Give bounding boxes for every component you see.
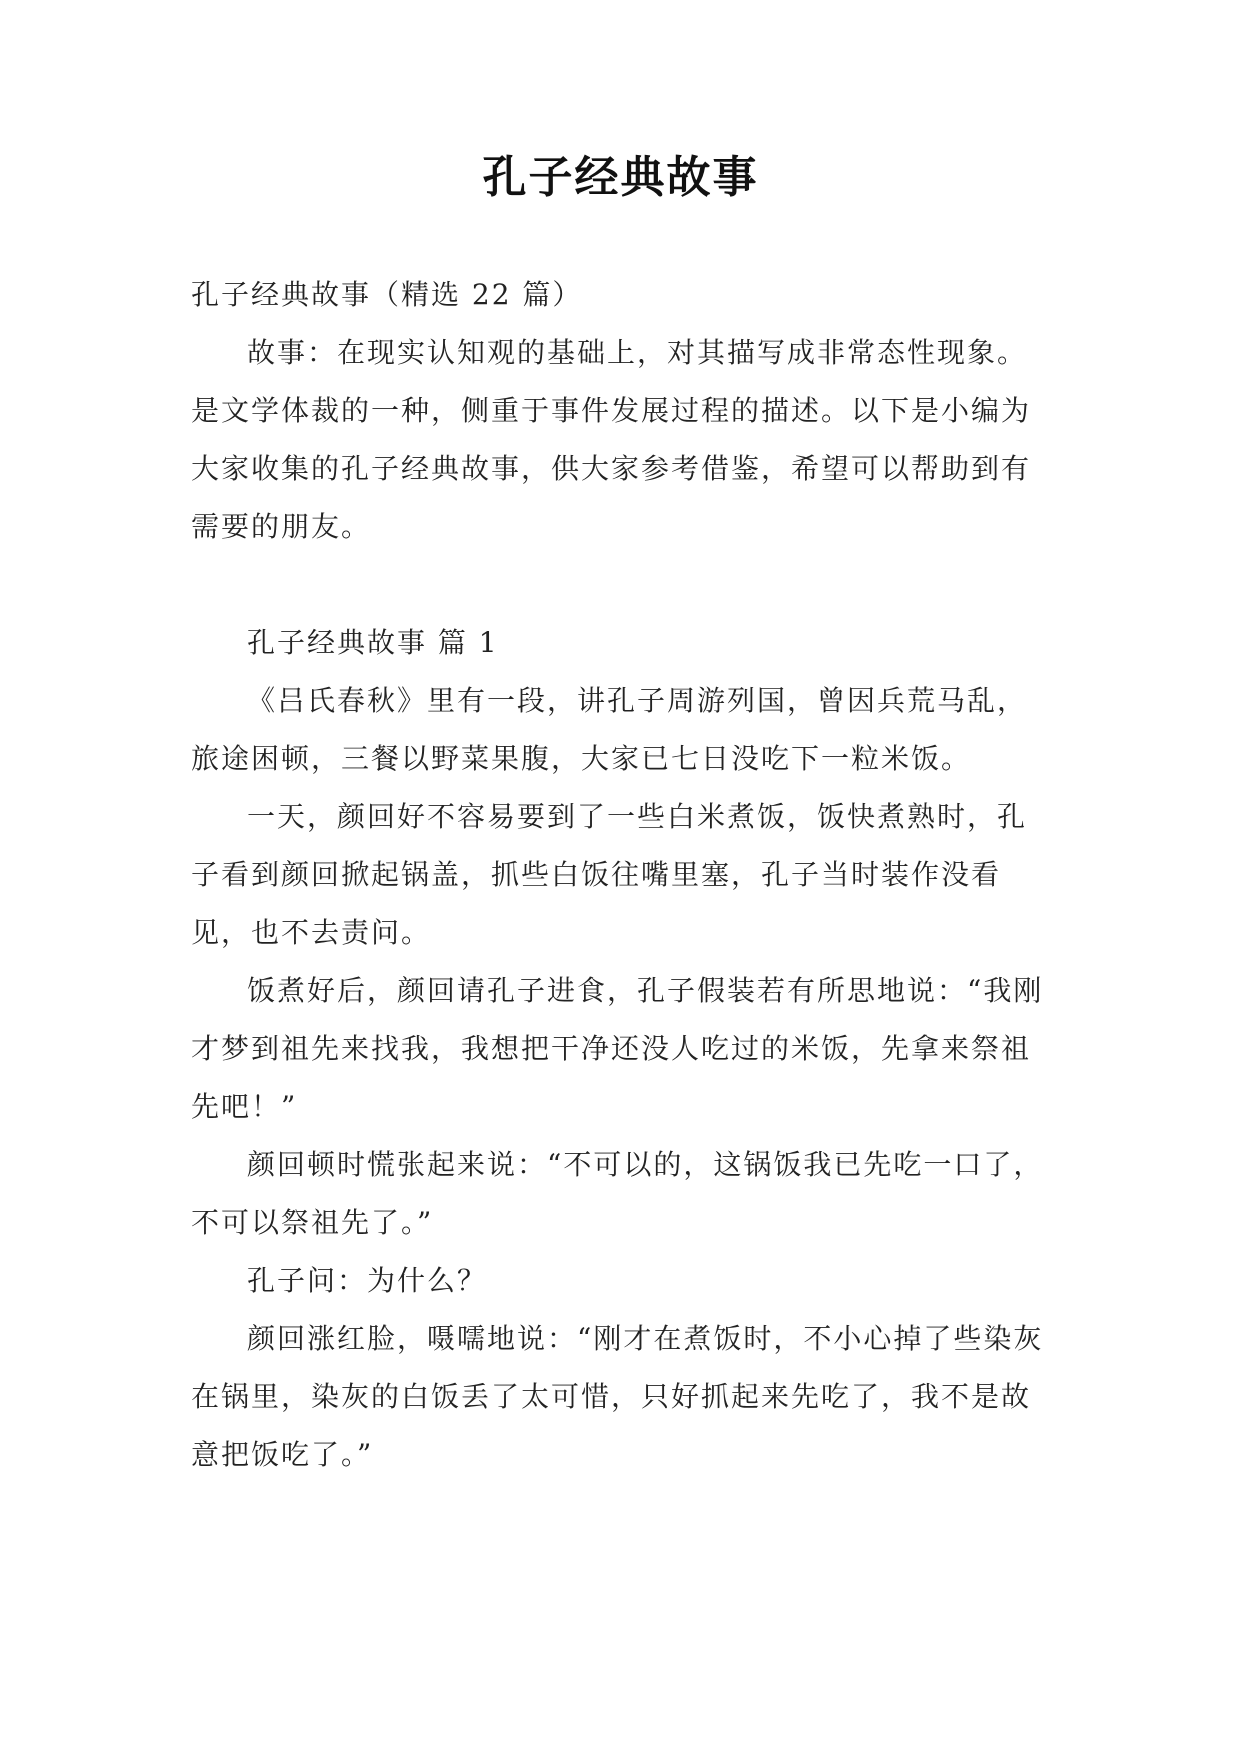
story-paragraph: 孔子问：为什么？	[247, 1264, 488, 1297]
story-paragraph: 饭煮好后，颜回请孔子进食，孔子假装若有所思地说：“我刚才梦到祖先来找我，我想把干净还没人吃过的米饭，先拿来祭祖先吧！”	[191, 974, 1044, 1123]
document-subtitle: 孔子经典故事（精选 22 篇）	[191, 278, 583, 311]
story-paragraph: 颜回顿时慌张起来说：“不可以的，这锅饭我已先吃一口了，不可以祭祖先了。”	[191, 1148, 1044, 1239]
intro-paragraph: 故事：在现实认知观的基础上，对其描写成非常态性现象。是文学体裁的一种，侧重于事件发展过程的描述。以下是小编为大家收集的孔子经典故事，供大家参考借鉴，希望可以帮助到有需要的朋友。	[191, 336, 1032, 543]
section-heading: 孔子经典故事 篇 1	[247, 626, 499, 659]
story-paragraph: 一天，颜回好不容易要到了一些白米煮饭，饭快煮熟时，孔子看到颜回掀起锅盖，抓些白饭往嘴里塞，孔子当时装作没看见，也不去责问。	[191, 800, 1028, 949]
document-title: 孔子经典故事	[482, 152, 759, 203]
story-paragraph: 《吕氏春秋》里有一段，讲孔子周游列国，曾因兵荒马乱，旅途困顿，三餐以野菜果腹，大家已七日没吃下一粒米饭。	[191, 684, 1028, 775]
story-paragraph: 颜回涨红脸，嗫嚅地说：“刚才在煮饭时，不小心掉了些染灰在锅里，染灰的白饭丢了太可惜，只好抓起来先吃了，我不是故意把饭吃了。”	[191, 1322, 1044, 1471]
document-body	[191, 266, 1050, 1484]
spacer	[191, 556, 1050, 614]
